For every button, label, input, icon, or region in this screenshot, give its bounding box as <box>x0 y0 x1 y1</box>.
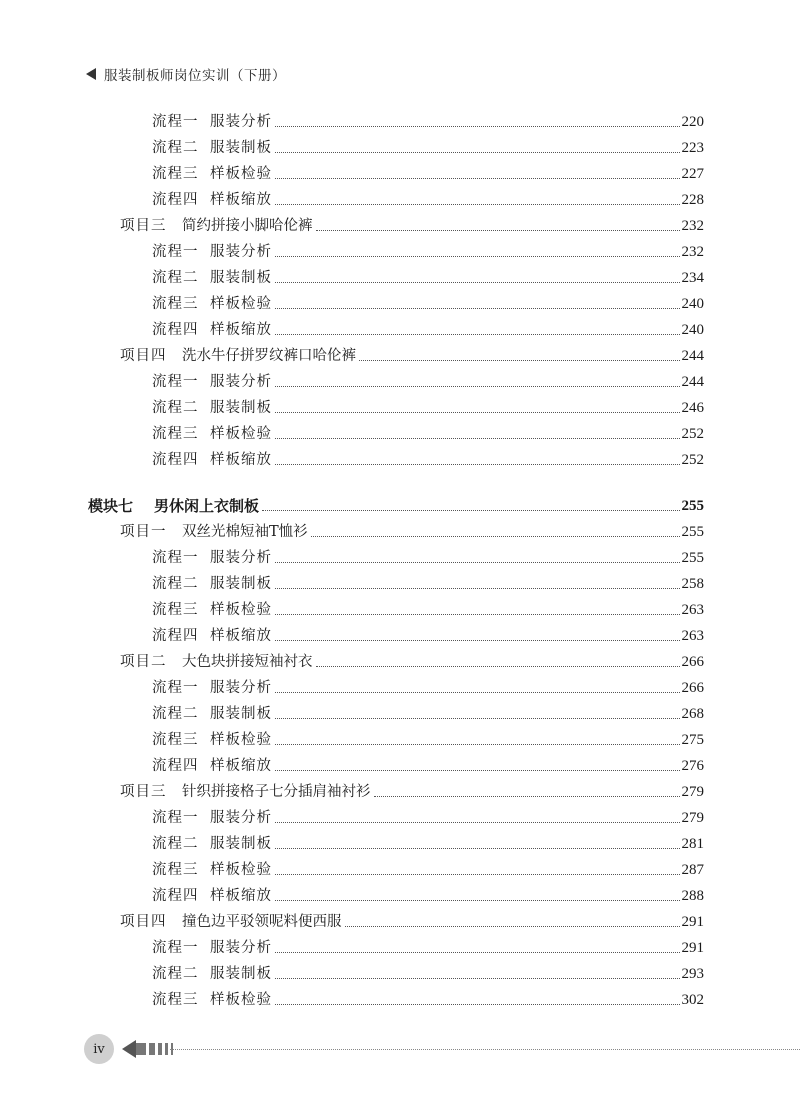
toc-entry-flow[interactable] <box>152 622 704 646</box>
toc-entry-label <box>152 242 272 262</box>
toc-page-number: 263 <box>681 628 704 644</box>
toc-leader-dots <box>275 282 680 283</box>
toc-page-number: 291 <box>681 914 704 930</box>
toc-page-number: 234 <box>681 270 704 286</box>
toc-entry-flow[interactable] <box>152 804 704 828</box>
toc-entry-label <box>152 808 272 828</box>
toc-entry-flow[interactable] <box>152 986 704 1010</box>
toc-page-number: 252 <box>681 452 704 468</box>
toc-entry-number: 流程三 <box>152 732 199 748</box>
toc-entry-number: 流程四 <box>152 452 199 468</box>
toc-entry-title: 服装制板 <box>210 836 272 852</box>
toc-entry-number: 流程二 <box>152 966 199 982</box>
toc-page-number: 232 <box>681 218 704 234</box>
toc-page-number: 246 <box>681 400 704 416</box>
toc-leader-dots <box>275 386 680 387</box>
toc-page-number: 258 <box>681 576 704 592</box>
toc-entry-label <box>152 574 272 594</box>
toc-entry-number: 模块七 <box>88 497 134 515</box>
toc-page-number: 232 <box>681 244 704 260</box>
toc-entry-proj[interactable] <box>120 342 704 366</box>
toc-entry-number: 流程一 <box>152 550 199 566</box>
toc-entry-number: 流程四 <box>152 628 199 644</box>
toc-entry-proj[interactable] <box>120 778 704 802</box>
toc-leader-dots <box>275 588 680 589</box>
toc-entry-flow[interactable] <box>152 960 704 984</box>
toc-page-number: 266 <box>681 680 704 696</box>
toc-page-number: 263 <box>681 602 704 618</box>
toc-entry-title: 服装制板 <box>210 270 272 286</box>
toc-entry-number: 项目二 <box>120 654 167 670</box>
toc-entry-title: 服装制板 <box>210 706 272 722</box>
toc-entry-flow[interactable] <box>152 290 704 314</box>
toc-entry-label <box>152 294 272 314</box>
toc-page-number: 293 <box>681 966 704 982</box>
toc-entry-flow[interactable] <box>152 726 704 750</box>
toc-entry-title: 样板缩放 <box>210 628 272 644</box>
toc-entry-title: 服装制板 <box>210 400 272 416</box>
toc-entry-flow[interactable] <box>152 446 704 470</box>
toc-entry-mod[interactable] <box>88 492 704 516</box>
toc-entry-number: 流程一 <box>152 810 199 826</box>
toc-entry-flow[interactable] <box>152 934 704 958</box>
toc-entry-title: 样板检验 <box>210 992 272 1008</box>
toc-entry-label <box>152 678 272 698</box>
toc-entry-label <box>152 704 272 724</box>
toc-page-number: 302 <box>681 992 704 1008</box>
toc-entry-label <box>120 652 313 672</box>
toc-entry-label <box>152 190 272 210</box>
toc-leader-dots <box>275 204 680 205</box>
toc-leader-dots <box>275 178 680 179</box>
toc-entry-label <box>152 450 272 470</box>
toc-leader-dots <box>275 562 680 563</box>
toc-entry-proj[interactable] <box>120 908 704 932</box>
toc-entry-flow[interactable] <box>152 160 704 184</box>
toc-entry-flow[interactable] <box>152 674 704 698</box>
toc-entry-number: 流程三 <box>152 992 199 1008</box>
toc-entry-label <box>152 164 272 184</box>
toc-entry-label <box>152 886 272 906</box>
toc-entry-title: 服装分析 <box>210 374 272 390</box>
toc-entry-number: 流程四 <box>152 322 199 338</box>
toc-entry-number: 流程二 <box>152 140 199 156</box>
toc-page-number: 240 <box>681 322 704 338</box>
toc-entry-flow[interactable] <box>152 752 704 776</box>
toc-entry-flow[interactable] <box>152 394 704 418</box>
toc-entry-proj[interactable] <box>120 518 704 542</box>
footer-bars-decoration <box>136 1043 173 1055</box>
toc-entry-label <box>152 834 272 854</box>
toc-leader-dots <box>275 334 680 335</box>
toc-leader-dots <box>275 126 680 127</box>
toc-entry-title: 简约拼接小脚哈伦裤 <box>182 218 313 234</box>
toc-entry-flow[interactable] <box>152 596 704 620</box>
toc-entry-number: 流程三 <box>152 426 199 442</box>
toc-entry-label <box>152 548 272 568</box>
toc-entry-flow[interactable] <box>152 238 704 262</box>
toc-entry-label <box>152 424 272 444</box>
toc-entry-number: 项目四 <box>120 914 167 930</box>
triangle-left-icon <box>86 68 96 80</box>
toc-entry-number: 流程三 <box>152 296 199 312</box>
toc-entry-title: 样板缩放 <box>210 452 272 468</box>
toc-entry-title: 样板检验 <box>210 862 272 878</box>
toc-page-number: 252 <box>681 426 704 442</box>
toc-entry-flow[interactable] <box>152 830 704 854</box>
toc-entry-flow[interactable] <box>152 544 704 568</box>
toc-page-number: 276 <box>681 758 704 774</box>
toc-entry-number: 流程一 <box>152 244 199 260</box>
toc-entry-number: 流程一 <box>152 940 199 956</box>
toc-entry-title: 男休闲上衣制板 <box>154 497 260 515</box>
toc-entry-label <box>152 112 272 132</box>
toc-entry-label <box>152 730 272 750</box>
toc-page-number: 244 <box>681 374 704 390</box>
toc-entry-title: 服装制板 <box>210 576 272 592</box>
toc-page-number: 279 <box>681 810 704 826</box>
toc-leader-dots <box>275 978 680 979</box>
toc-entry-title: 服装分析 <box>210 940 272 956</box>
toc-entry-number: 流程二 <box>152 706 199 722</box>
toc-entry-number: 流程一 <box>152 680 199 696</box>
toc-entry-title: 服装制板 <box>210 966 272 982</box>
toc-leader-dots <box>275 256 680 257</box>
toc-page-number: 227 <box>681 166 704 182</box>
toc-entry-flow[interactable] <box>152 368 704 392</box>
toc-entry-number: 流程四 <box>152 192 199 208</box>
toc-leader-dots <box>311 536 680 537</box>
toc-entry-flow[interactable] <box>152 316 704 340</box>
toc-entry-number: 项目一 <box>120 524 167 540</box>
toc-page-number: 288 <box>681 888 704 904</box>
toc-leader-dots <box>275 152 680 153</box>
toc-entry-title: 样板检验 <box>210 296 272 312</box>
toc-entry-proj[interactable] <box>120 648 704 672</box>
toc-entry-label <box>152 990 272 1010</box>
toc-entry-title: 双丝光棉短袖T恤衫 <box>182 524 308 540</box>
toc-entry-title: 服装制板 <box>210 140 272 156</box>
toc-leader-dots <box>374 796 680 797</box>
toc-entry-label <box>152 938 272 958</box>
toc-entry-title: 样板缩放 <box>210 888 272 904</box>
toc-entry-flow[interactable] <box>152 700 704 724</box>
toc-entry-number: 流程三 <box>152 862 199 878</box>
book-title: 服装制板师岗位实训（下册） <box>104 68 286 84</box>
toc-entry-label <box>120 346 356 366</box>
toc-leader-dots <box>275 744 680 745</box>
toc-entry-number: 流程二 <box>152 400 199 416</box>
toc-entry-title: 服装分析 <box>210 244 272 260</box>
toc-leader-dots <box>316 230 680 231</box>
page-footer <box>84 1030 800 1066</box>
toc-page-number: 255 <box>681 498 704 514</box>
toc-entry-title: 样板缩放 <box>210 758 272 774</box>
toc-leader-dots <box>275 438 680 439</box>
toc-entry-flow[interactable] <box>152 570 704 594</box>
toc-entry-label <box>152 138 272 158</box>
toc-leader-dots <box>275 1004 680 1005</box>
running-header <box>86 64 286 84</box>
toc-entry-number: 流程二 <box>152 576 199 592</box>
toc-leader-dots <box>262 510 679 511</box>
toc-entry-label <box>152 268 272 288</box>
toc-entry-number: 流程四 <box>152 758 199 774</box>
footer-dotted-line <box>170 1049 800 1050</box>
toc-entry-label <box>152 320 272 340</box>
toc-page-number: 223 <box>681 140 704 156</box>
toc-leader-dots <box>275 718 680 719</box>
toc-leader-dots <box>275 614 680 615</box>
arrow-left-icon <box>122 1040 136 1058</box>
toc-entry-label <box>152 860 272 880</box>
toc-leader-dots <box>275 640 680 641</box>
toc-entry-flow[interactable] <box>152 856 704 880</box>
toc-entry-number: 流程二 <box>152 836 199 852</box>
toc-leader-dots <box>275 900 680 901</box>
toc-entry-number: 项目三 <box>120 784 167 800</box>
toc-leader-dots <box>275 822 680 823</box>
toc-entry-title: 服装分析 <box>210 680 272 696</box>
toc-entry-title: 洗水牛仔拼罗纹裤口哈伦裤 <box>182 348 356 364</box>
toc-entry-flow[interactable] <box>152 882 704 906</box>
toc-leader-dots <box>275 308 680 309</box>
page-number: iv <box>84 1034 114 1064</box>
toc-entry-label <box>152 372 272 392</box>
toc-page-number: 275 <box>681 732 704 748</box>
toc-entry-label <box>152 600 272 620</box>
toc-entry-title: 样板检验 <box>210 166 272 182</box>
toc-entry-label <box>120 216 313 236</box>
toc-entry-flow[interactable] <box>152 264 704 288</box>
toc-entry-label <box>88 496 259 516</box>
toc-entry-title: 撞色边平驳领呢料便西服 <box>182 914 342 930</box>
toc-entry-number: 流程三 <box>152 602 199 618</box>
toc-entry-flow[interactable] <box>152 108 704 132</box>
toc-leader-dots <box>275 770 680 771</box>
toc-entry-label <box>120 522 308 542</box>
toc-entry-proj[interactable] <box>120 212 704 236</box>
toc-entry-number: 项目三 <box>120 218 167 234</box>
toc-page-number: 255 <box>681 524 704 540</box>
toc-page-number: 268 <box>681 706 704 722</box>
toc-leader-dots <box>275 412 680 413</box>
toc-entry-title: 样板检验 <box>210 602 272 618</box>
toc-leader-dots <box>275 952 680 953</box>
toc-entry-title: 样板缩放 <box>210 192 272 208</box>
toc-entry-number: 项目四 <box>120 348 167 364</box>
toc-leader-dots <box>316 666 680 667</box>
toc-entry-label <box>152 398 272 418</box>
toc-page-number: 240 <box>681 296 704 312</box>
toc-entry-number: 流程一 <box>152 374 199 390</box>
toc-entry-flow[interactable] <box>152 420 704 444</box>
toc-leader-dots <box>275 874 680 875</box>
toc-leader-dots <box>275 464 680 465</box>
toc-entry-number: 流程四 <box>152 888 199 904</box>
toc-entry-title: 样板检验 <box>210 426 272 442</box>
toc-entry-flow[interactable] <box>152 134 704 158</box>
toc-entry-number: 流程二 <box>152 270 199 286</box>
toc-entry-number: 流程三 <box>152 166 199 182</box>
toc-entry-label <box>120 912 342 932</box>
toc-entry-flow[interactable] <box>152 186 704 210</box>
toc-entry-label <box>152 964 272 984</box>
toc-entry-title: 针织拼接格子七分插肩袖衬衫 <box>182 784 371 800</box>
toc-entry-title: 服装分析 <box>210 114 272 130</box>
toc-page-number: 244 <box>681 348 704 364</box>
toc-page-number: 266 <box>681 654 704 670</box>
toc-entry-title: 样板缩放 <box>210 322 272 338</box>
toc-page-number: 281 <box>681 836 704 852</box>
toc-entry-label <box>152 756 272 776</box>
toc-leader-dots <box>275 848 680 849</box>
toc-page-number: 291 <box>681 940 704 956</box>
toc-entry-number: 流程一 <box>152 114 199 130</box>
toc-entry-title: 服装分析 <box>210 810 272 826</box>
toc-leader-dots <box>359 360 680 361</box>
toc-page-number: 279 <box>681 784 704 800</box>
toc-entry-title: 大色块拼接短袖衬衣 <box>182 654 313 670</box>
toc-leader-dots <box>275 692 680 693</box>
toc-page-number: 287 <box>681 862 704 878</box>
toc-page-number: 255 <box>681 550 704 566</box>
toc-entry-title: 服装分析 <box>210 550 272 566</box>
toc-leader-dots <box>345 926 680 927</box>
toc-entry-label <box>120 782 371 802</box>
toc-page-number: 228 <box>681 192 704 208</box>
toc-page-number: 220 <box>681 114 704 130</box>
toc-entry-title: 样板检验 <box>210 732 272 748</box>
toc-entry-label <box>152 626 272 646</box>
